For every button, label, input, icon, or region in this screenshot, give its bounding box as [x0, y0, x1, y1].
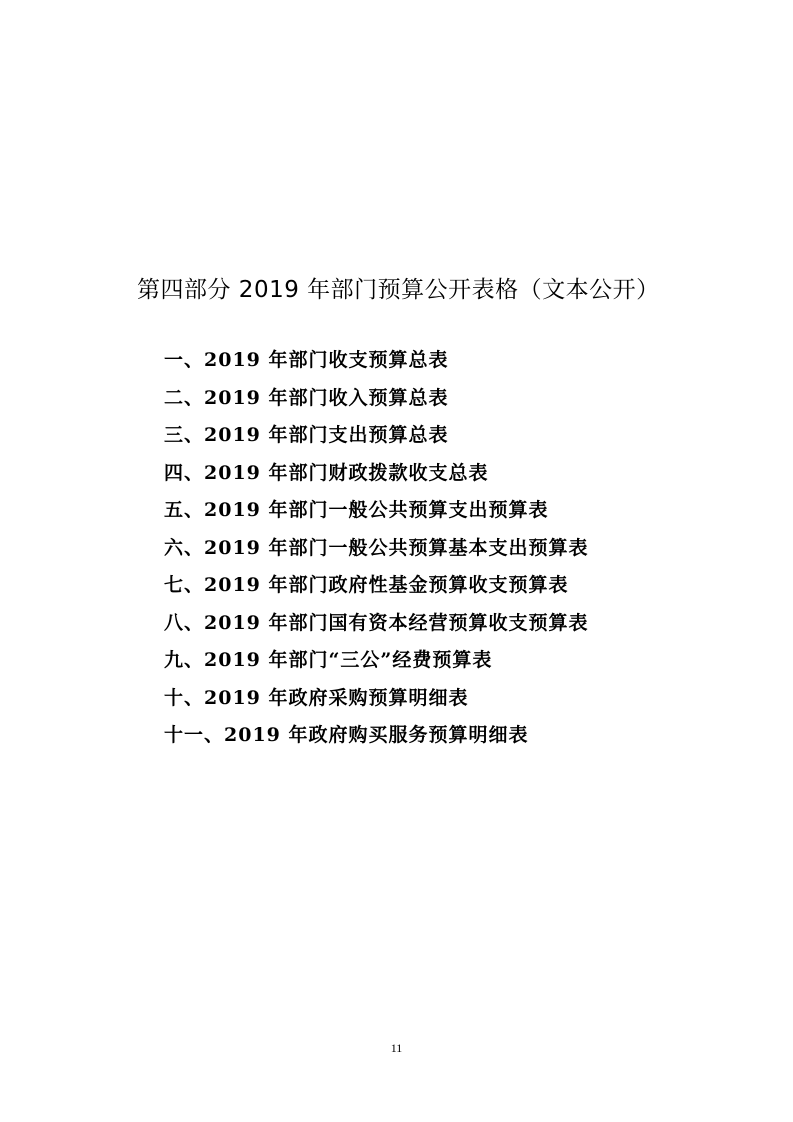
- page-number: 11: [390, 1041, 403, 1055]
- toc-item-11: 十一、2019 年政府购买服务预算明细表: [164, 724, 529, 746]
- toc-item-10: 十、2019 年政府采购预算明细表: [164, 686, 469, 709]
- toc-item-3: 三、2019 年部门支出预算总表: [164, 424, 449, 446]
- toc-item-6: 六、2019 年部门一般公共预算基本支出预算表: [164, 536, 589, 559]
- toc-item-1: 一、2019 年部门收支预算总表: [164, 349, 449, 371]
- toc-item-9: 九、2019 年部门“三公”经费预算表: [164, 649, 493, 671]
- toc-item-8: 八、2019 年部门国有资本经营预算收支预算表: [164, 611, 589, 634]
- toc-item-4: 四、2019 年部门财政拨款收支总表: [164, 461, 489, 484]
- section-title: 第四部分 2019 年部门预算公开表格（文本公开）: [137, 277, 660, 303]
- toc-item-2: 二、2019 年部门收入预算总表: [164, 386, 449, 409]
- toc-list: [164, 342, 589, 755]
- toc-item-7: 七、2019 年部门政府性基金预算收支预算表: [164, 574, 569, 596]
- toc-item-5: 五、2019 年部门一般公共预算支出预算表: [164, 499, 549, 521]
